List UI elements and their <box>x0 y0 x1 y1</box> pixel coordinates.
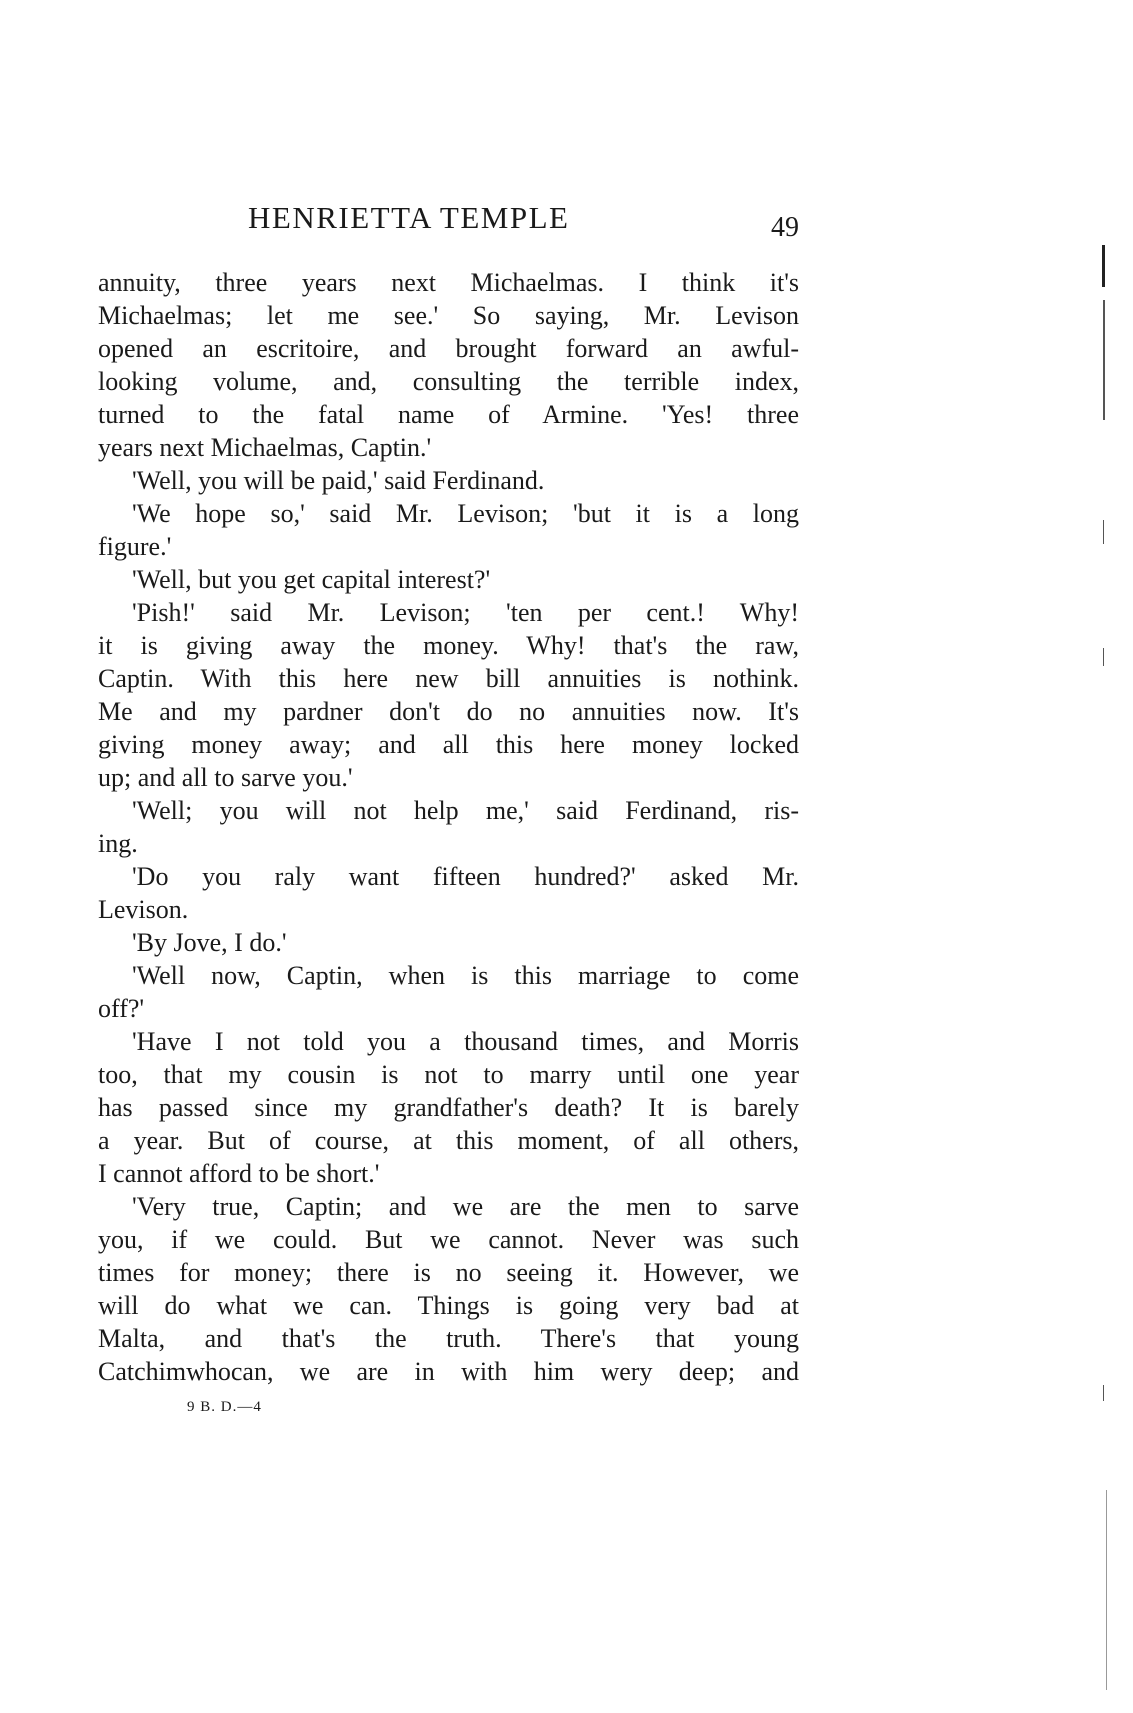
text-line: Me and my pardner don't do no annuities now. It's <box>98 697 799 726</box>
text-line: it is giving away the money. Why! that's the raw, <box>98 631 799 660</box>
text-line: opened an escritoire, and brought forward an awful- <box>98 334 799 363</box>
text-line: 'Pish!' said Mr. Levison; 'ten per cent.! Why! <box>132 598 799 627</box>
text-line: Captin. With this here new bill annuities is nothink. <box>98 664 799 693</box>
text-line: annuity, three years next Michaelmas. I think it's <box>98 268 799 297</box>
text-line: Catchimwhocan, we are in with him wery deep; and <box>98 1357 799 1386</box>
text-line: giving money away; and all this here money locked <box>98 730 799 759</box>
text-line: a year. But of course, at this moment, of all others, <box>98 1126 799 1155</box>
text-line: years next Michaelmas, Captin.' <box>98 433 432 462</box>
page-number: 49 <box>771 212 799 243</box>
text-line: 'By Jove, I do.' <box>132 928 287 957</box>
text-line: 'Well now, Captin, when is this marriage to come <box>132 961 799 990</box>
text-line: has passed since my grandfather's death? It is barely <box>98 1093 799 1122</box>
text-line: off?' <box>98 994 145 1023</box>
text-line: 'Very true, Captin; and we are the men to sarve <box>132 1192 799 1221</box>
scan-artifact <box>1103 520 1104 544</box>
body-text <box>98 266 799 1388</box>
text-line: 'Have I not told you a thousand times, and Morris <box>132 1027 799 1056</box>
text-line: I cannot afford to be short.' <box>98 1159 380 1188</box>
text-line: 'Well, you will be paid,' said Ferdinand. <box>132 466 545 495</box>
text-line: 'Well, but you get capital interest?' <box>132 565 491 594</box>
scan-artifact <box>1106 1490 1107 1690</box>
text-line: ing. <box>98 829 138 858</box>
text-line: Levison. <box>98 895 189 924</box>
scan-artifact <box>1102 245 1105 287</box>
text-line: times for money; there is no seeing it. However, we <box>98 1258 799 1287</box>
text-line: too, that my cousin is not to marry until one year <box>98 1060 799 1089</box>
printer-signature: 9 B. D.—4 <box>187 1399 262 1415</box>
running-head <box>98 198 803 242</box>
scan-artifact <box>1103 300 1105 420</box>
text-line: up; and all to sarve you.' <box>98 763 353 792</box>
scan-artifact <box>1103 648 1104 666</box>
text-line: turned to the fatal name of Armine. 'Yes! three <box>98 400 799 429</box>
text-line: will do what we can. Things is going very bad at <box>98 1291 799 1320</box>
text-line: 'Well; you will not help me,' said Ferdinand, ris- <box>132 796 799 825</box>
text-line: 'Do you raly want fifteen hundred?' asked Mr. <box>132 862 799 891</box>
text-line: 'We hope so,' said Mr. Levison; 'but it is a long <box>132 499 799 528</box>
text-line: you, if we could. But we cannot. Never was such <box>98 1225 799 1254</box>
scan-artifact <box>1103 1385 1104 1401</box>
running-title: HENRIETTA TEMPLE <box>248 200 570 235</box>
text-line: figure.' <box>98 532 172 561</box>
text-line: Malta, and that's the truth. There's that young <box>98 1324 799 1353</box>
text-line: looking volume, and, consulting the terrible index, <box>98 367 799 396</box>
text-line: Michaelmas; let me see.' So saying, Mr. Levison <box>98 301 799 330</box>
